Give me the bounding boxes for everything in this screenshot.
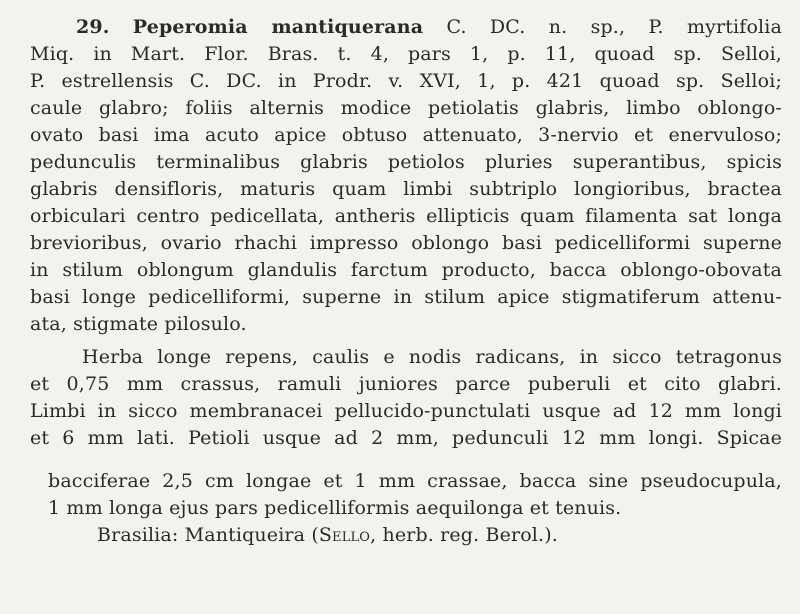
continuation-line: 1 mm longa ejus pars pedicelliformis aequilonga et tenuis. [48, 497, 622, 519]
description-line: Limbi in sicco membranacei pellucido-punctulati usque ad 12 mm longi [30, 400, 782, 422]
text-line: P. estrellensis C. DC. in Prodr. v. XVI, 1, p. 421 quoad sp. Selloi; [30, 70, 782, 92]
text-line: orbiculari centro pedicellata, antheris ellipticis quam filamenta sat longa [30, 205, 782, 227]
text-line: basi longe pedicelliformi, superne in stilum apice stigmatiferum attenu- [30, 286, 782, 308]
entry-number: 29. [76, 16, 110, 38]
continuation-line: bacciferae 2,5 cm longae et 1 mm crassae, bacca sine pseudocupula, [48, 470, 782, 492]
locality-suffix: , herb. reg. Berol.). [370, 524, 558, 546]
locality-prefix: Brasilia: Mantiqueira ( [97, 524, 319, 546]
text-line: pedunculis terminalibus glabris petiolos pluries superantibus, spicis [30, 151, 782, 173]
locality-line [97, 523, 782, 547]
text-line: glabris densifloris, maturis quam limbi subtriplo longioribus, bractea [30, 178, 782, 200]
text-line: caule glabro; foliis alternis modice petiolatis glabris, limbo oblongo- [30, 97, 782, 119]
species-name: Peperomia mantiquerana [132, 16, 424, 38]
collector-name: Sello [318, 524, 371, 546]
description-line: et 6 mm lati. Petioli usque ad 2 mm, pedunculi 12 mm longi. Spicae [30, 427, 782, 449]
description-line: et 0,75 mm crassus, ramuli juniores parce puberuli et cito glabri. [30, 373, 782, 395]
entry-heading-line [76, 15, 782, 39]
text-line: brevioribus, ovario rhachi impresso oblongo basi pedicelliformi superne [30, 232, 782, 254]
text-line: ata, stigmate pilosulo. [30, 313, 247, 335]
text-line: in stilum oblongum glandulis farctum producto, bacca oblongo-obovata [30, 259, 782, 281]
description-line: Herba longe repens, caulis e nodis radicans, in sicco tetragonus [82, 346, 782, 368]
text-line: Miq. in Mart. Flor. Bras. t. 4, pars 1, p. 11, quoad sp. Selloi, [30, 43, 782, 65]
text-line: ovato basi ima acuto apice obtuso attenuato, 3-nervio et enervuloso; [30, 124, 782, 146]
heading-rest: C. DC. n. sp., P. myrtifolia [423, 16, 782, 38]
